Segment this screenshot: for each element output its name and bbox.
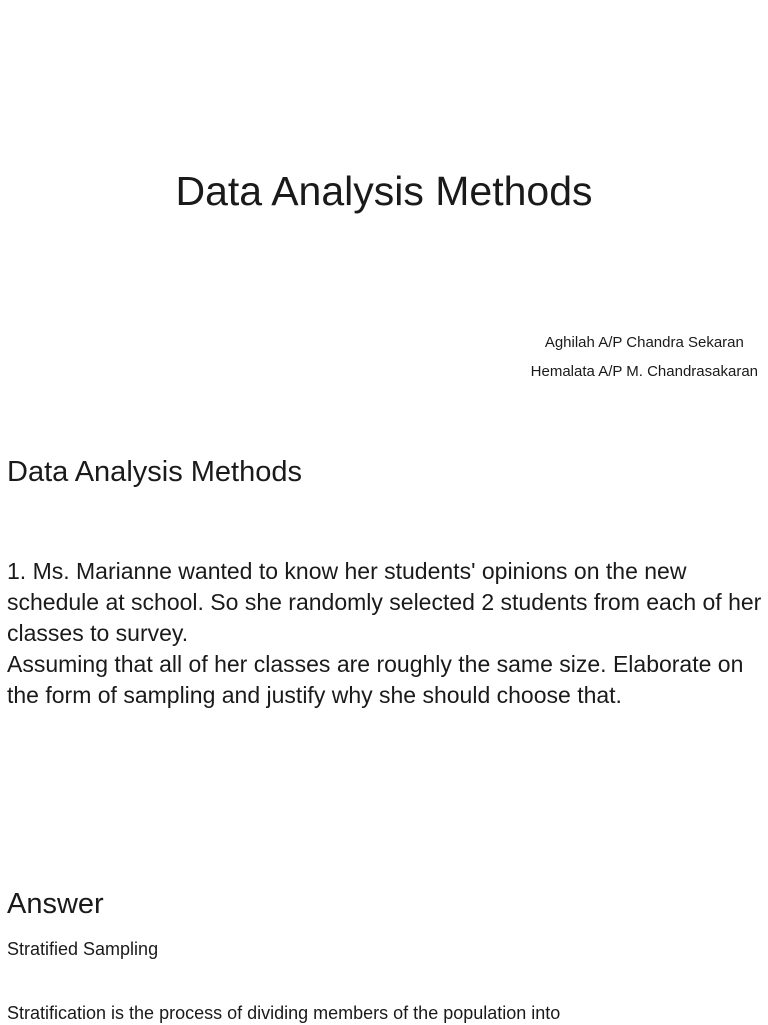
presentation-title: Data Analysis Methods bbox=[175, 168, 593, 214]
slide-heading: Data Analysis Methods bbox=[7, 456, 302, 488]
question-slide bbox=[0, 432, 768, 864]
author-name: Hemalata A/P M. Chandrasakaran bbox=[530, 363, 758, 380]
answer-body-text: Stratification is the process of dividing members of the population into bbox=[7, 1003, 561, 1023]
question-paragraph: Assuming that all of her classes are roughly the same size. Elaborate on the form of sampling and justify why she should choose that. bbox=[7, 651, 744, 708]
question-text bbox=[7, 556, 762, 711]
author-list bbox=[531, 328, 758, 386]
answer-subheading: Stratified Sampling bbox=[7, 939, 159, 959]
slide-heading: Answer bbox=[7, 888, 104, 920]
author-name: Aghilah A/P Chandra Sekaran bbox=[544, 334, 744, 351]
answer-slide bbox=[0, 864, 768, 1024]
title-slide bbox=[0, 0, 768, 432]
question-paragraph: 1. Ms. Marianne wanted to know her students' opinions on the new schedule at school. So she randomly selected 2 students from each of her classes to survey. bbox=[7, 558, 762, 646]
